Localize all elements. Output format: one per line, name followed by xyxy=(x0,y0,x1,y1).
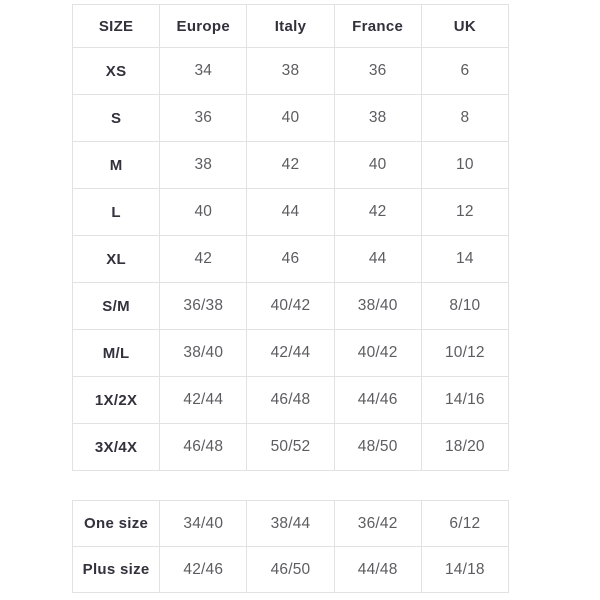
size-value-cell: 12 xyxy=(421,189,508,236)
column-header-europe: Europe xyxy=(160,5,247,48)
size-value-cell: 36 xyxy=(160,95,247,142)
size-value-cell: 44 xyxy=(334,236,421,283)
size-value-cell: 34 xyxy=(160,48,247,95)
size-value-cell: 46 xyxy=(247,236,334,283)
size-value-cell: 10/12 xyxy=(421,330,508,377)
table-row xyxy=(73,547,509,593)
size-table-head xyxy=(73,5,509,48)
size-table-body xyxy=(73,48,509,471)
table-row xyxy=(73,95,509,142)
size-conversion-table xyxy=(72,4,509,471)
table-row xyxy=(73,377,509,424)
size-value-cell: 42/44 xyxy=(160,377,247,424)
size-value-cell: 14/18 xyxy=(421,547,508,593)
size-value-cell: 36/42 xyxy=(334,501,421,547)
column-header-uk: UK xyxy=(421,5,508,48)
table-row xyxy=(73,189,509,236)
size-value-cell: 46/48 xyxy=(160,424,247,471)
size-value-cell: 6 xyxy=(421,48,508,95)
size-value-cell: 38/40 xyxy=(334,283,421,330)
row-label: M xyxy=(73,142,160,189)
extra-table-body xyxy=(73,501,509,593)
size-value-cell: 40 xyxy=(334,142,421,189)
size-value-cell: 46/50 xyxy=(247,547,334,593)
size-value-cell: 38 xyxy=(334,95,421,142)
size-value-cell: 42 xyxy=(160,236,247,283)
size-value-cell: 10 xyxy=(421,142,508,189)
size-value-cell: 36/38 xyxy=(160,283,247,330)
size-value-cell: 34/40 xyxy=(160,501,247,547)
size-value-cell: 42 xyxy=(247,142,334,189)
size-value-cell: 38/44 xyxy=(247,501,334,547)
size-value-cell: 8/10 xyxy=(421,283,508,330)
size-value-cell: 42 xyxy=(334,189,421,236)
size-value-cell: 42/44 xyxy=(247,330,334,377)
size-value-cell: 40/42 xyxy=(247,283,334,330)
table-row xyxy=(73,236,509,283)
size-value-cell: 40 xyxy=(160,189,247,236)
size-value-cell: 42/46 xyxy=(160,547,247,593)
size-value-cell: 38/40 xyxy=(160,330,247,377)
column-header-size: SIZE xyxy=(73,5,160,48)
row-label: 3X/4X xyxy=(73,424,160,471)
row-label: 1X/2X xyxy=(73,377,160,424)
row-label: S xyxy=(73,95,160,142)
size-value-cell: 14 xyxy=(421,236,508,283)
row-label: XS xyxy=(73,48,160,95)
table-row xyxy=(73,330,509,377)
table-row xyxy=(73,424,509,471)
row-label: S/M xyxy=(73,283,160,330)
size-value-cell: 18/20 xyxy=(421,424,508,471)
table-row xyxy=(73,501,509,547)
row-label: One size xyxy=(73,501,160,547)
size-value-cell: 38 xyxy=(247,48,334,95)
size-value-cell: 44/48 xyxy=(334,547,421,593)
table-row xyxy=(73,48,509,95)
column-header-france: France xyxy=(334,5,421,48)
size-value-cell: 46/48 xyxy=(247,377,334,424)
size-value-cell: 14/16 xyxy=(421,377,508,424)
size-value-cell: 40 xyxy=(247,95,334,142)
size-value-cell: 6/12 xyxy=(421,501,508,547)
table-row xyxy=(73,142,509,189)
table-row xyxy=(73,283,509,330)
size-value-cell: 8 xyxy=(421,95,508,142)
size-value-cell: 50/52 xyxy=(247,424,334,471)
one-size-plus-size-table xyxy=(72,500,509,593)
size-value-cell: 44/46 xyxy=(334,377,421,424)
size-value-cell: 40/42 xyxy=(334,330,421,377)
row-label: Plus size xyxy=(73,547,160,593)
size-value-cell: 38 xyxy=(160,142,247,189)
size-value-cell: 44 xyxy=(247,189,334,236)
size-table-header-row xyxy=(73,5,509,48)
row-label: M/L xyxy=(73,330,160,377)
size-value-cell: 48/50 xyxy=(334,424,421,471)
row-label: XL xyxy=(73,236,160,283)
row-label: L xyxy=(73,189,160,236)
size-value-cell: 36 xyxy=(334,48,421,95)
column-header-italy: Italy xyxy=(247,5,334,48)
